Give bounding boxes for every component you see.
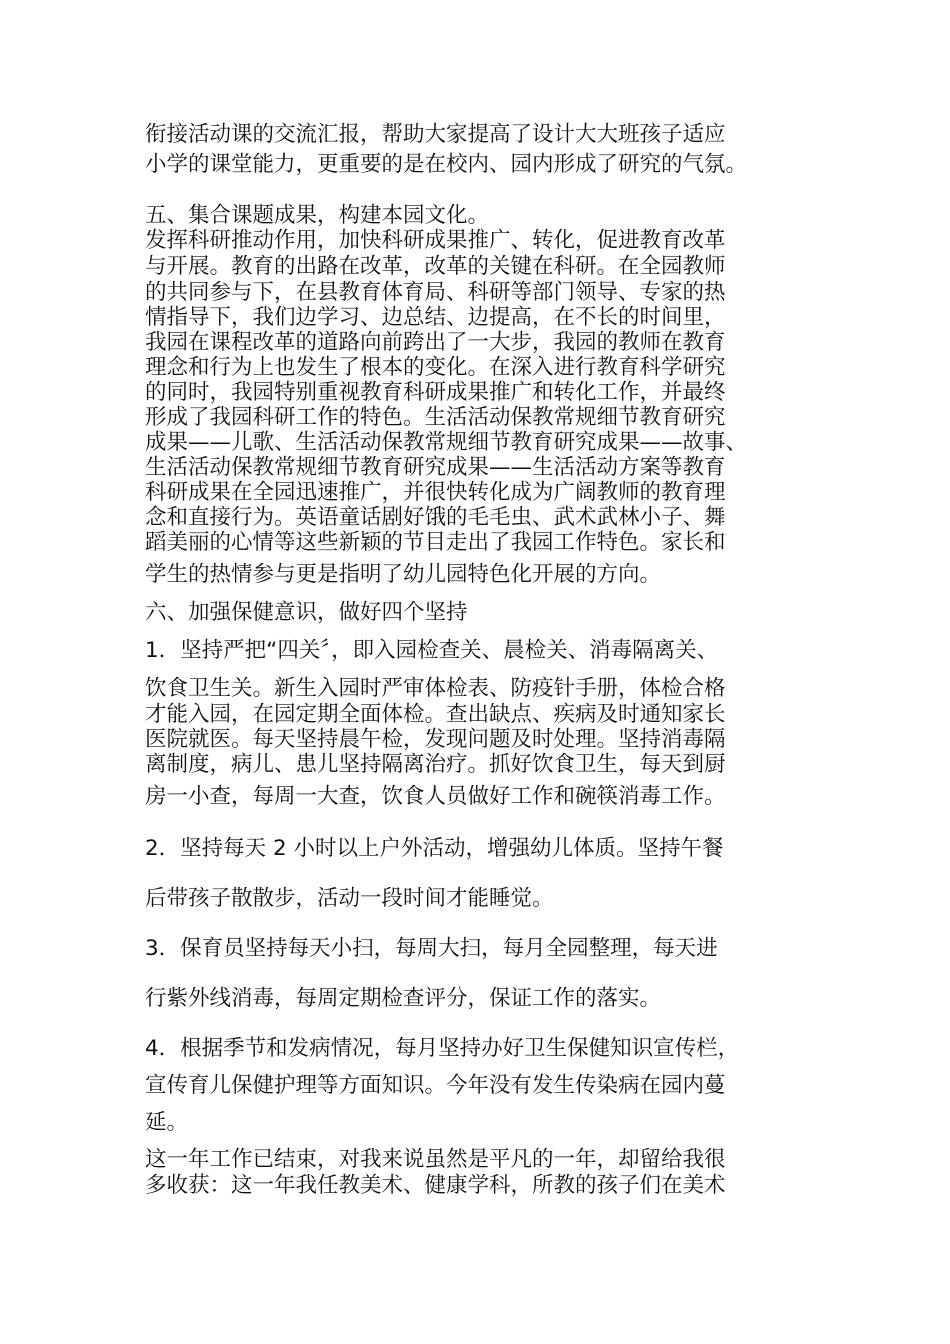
text-line: 发挥科研推动作用，加快科研成果推广、转化，促进教育改革 xyxy=(145,228,726,253)
text-line: 3．保育员坚持每天小扫，每周大扫，每月全园整理，每天进 xyxy=(145,936,718,961)
text-line: 的共同参与下，在县教育体育局、科研等部门领导、专家的热 xyxy=(145,280,726,305)
text-line: 4．根据季节和发病情况，每月坚持办好卫生保健知识宣传栏， xyxy=(145,1036,740,1061)
text-line: 多收获：这一年我任教美术、健康学科，所教的孩子们在美术 xyxy=(145,1173,726,1198)
text-line: 的同时，我园特别重视教育科研成果推广和转化工作，并最终 xyxy=(145,380,726,405)
text-line: 1．坚持严把“四关〞，即入园检查关、晨检关、消毒隔离关、 xyxy=(145,638,719,663)
text-line: 形成了我园科研工作的特色。生活活动保教常规细节教育研究 xyxy=(145,405,726,430)
text-line: 念和直接行为。英语童话剧好饿的毛毛虫、武术武林小子、舞 xyxy=(145,505,726,530)
text-line: 2．坚持每天 2 小时以上户外活动，增强幼儿体质。坚持午餐 xyxy=(145,836,724,861)
text-line: 房一小查，每周一大查，饮食人员做好工作和碗筷消毒工作。 xyxy=(145,784,726,809)
section-heading: 五、集合课题成果，构建本园文化。 xyxy=(145,203,490,228)
text-line: 成果——儿歌、生活活动保教常规细节教育研究成果——故事、 xyxy=(145,430,748,455)
text-line: 医院就医。每天坚持晨午检，发现问题及时处理。坚持消毒隔 xyxy=(145,727,726,752)
text-line: 理念和行为上也发生了根本的变化。在深入进行教育科学研究 xyxy=(145,355,726,380)
section-heading: 六、加强保健意识，做好四个坚持 xyxy=(145,600,468,625)
text-line: 学生的热情参与更是指明了幼儿园特色化开展的方向。 xyxy=(145,562,662,587)
text-line: 饮食卫生关。新生入园时严审体检表、防疫针手册，体检合格 xyxy=(145,676,726,701)
text-line: 小学的课堂能力，更重要的是在校内、园内形成了研究的气氛。 xyxy=(145,152,748,177)
text-line: 蹈美丽的心情等这些新颖的节目走出了我园工作特色。家长和 xyxy=(145,530,726,555)
text-line: 延。 xyxy=(145,1110,189,1135)
text-line: 后带孩子散散步，活动一段时间才能睡觉。 xyxy=(145,886,554,911)
text-line: 行紫外线消毒，每周定期检查评分，保证工作的落实。 xyxy=(145,986,662,1011)
text-line: 这一年工作已结束，对我来说虽然是平凡的一年，却留给我很 xyxy=(145,1147,726,1172)
text-line: 衔接活动课的交流汇报，帮助大家提高了设计大大班孩子适应 xyxy=(145,122,726,147)
text-line: 情指导下，我们边学习、边总结、边提高，在不长的时间里， xyxy=(145,305,726,330)
text-line: 宣传育儿保健护理等方面知识。今年没有发生传染病在园内蔓 xyxy=(145,1073,726,1098)
text-line: 科研成果在全园迅速推广，并很快转化成为广阔教师的教育理 xyxy=(145,480,726,505)
text-line: 离制度，病儿、患儿坚持隔离治疗。抓好饮食卫生，每天到厨 xyxy=(145,752,726,777)
text-line: 与开展。教育的出路在改革，改革的关键在科研。在全园教师 xyxy=(145,254,726,279)
text-line: 我园在课程改革的道路向前跨出了一大步，我园的教师在教育 xyxy=(145,330,726,355)
text-line: 才能入园，在园定期全面体检。查出缺点、疾病及时通知家长 xyxy=(145,702,726,727)
text-line: 生活活动保教常规细节教育研究成果——生活活动方案等教育 xyxy=(145,455,726,480)
